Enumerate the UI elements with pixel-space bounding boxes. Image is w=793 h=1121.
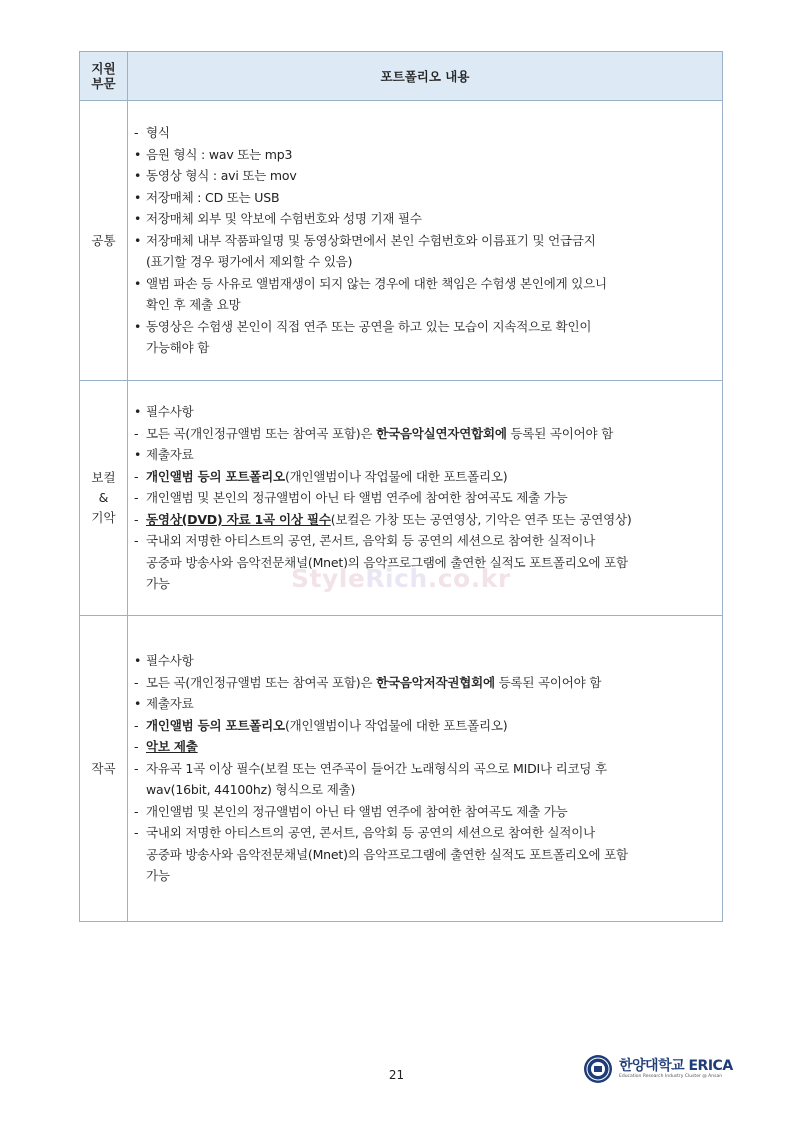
list-item-text: 동영상 형식 : avi 또는 mov (146, 168, 297, 184)
required-heading: 필수사항 (146, 653, 194, 669)
list-item: - 개인앨범 등의 포트폴리오(개인앨범이나 작업물에 대한 포트폴리오) (134, 717, 508, 733)
list-item: • 저장매체 외부 및 악보에 수험번호와 성명 기재 필수 (134, 211, 422, 227)
free-song-text: 자유곡 1곡 이상 필수(보컬 또는 연주곡이 들어간 노래형식의 곡으로 MIDI나 리코딩 후 (146, 760, 607, 776)
list-item: - 형식 (134, 125, 170, 141)
category-vocal-instrumental (80, 381, 128, 616)
university-emblem-icon (583, 1054, 613, 1084)
list-item: • 제출자료 (134, 447, 194, 463)
watermark-part2: Rich (365, 564, 428, 593)
portfolio-title: 개인앨범 등의 포트폴리오 (146, 468, 285, 484)
category-common: 공통 (80, 101, 128, 381)
category-vocal-line2: & (98, 490, 109, 505)
list-item: - 국내외 저명한 아티스트의 공연, 콘서트, 음악회 등 공연의 세션으로 참여한 실적이나 (134, 825, 596, 841)
header-division-line2: 부문 (91, 76, 116, 91)
list-item: - 모든 곡(개인정규앨범 또는 참여곡 포함)은 한국음악실연자연합회에 등록된 곡이어야 함 (134, 425, 614, 441)
portfolio-table (79, 51, 723, 922)
career-text: 공중파 방송사와 음악전문채널(Mnet)의 음악프로그램에 출연한 실적도 포트폴리오에 포함 (146, 554, 628, 570)
list-item: • 음원 형식 : wav 또는 mp3 (134, 146, 293, 162)
list-item-continuation (134, 294, 712, 316)
participation-text: 개인앨범 및 본인의 정규앨범이 아닌 타 앨범 연주에 참여한 참여곡도 제출 가능 (146, 490, 568, 506)
header-division-line1: 지원 (91, 61, 116, 76)
watermark-part1: Style (291, 564, 366, 593)
required-text: 모든 곡(개인정규앨범 또는 참여곡 포함)은 (146, 674, 377, 690)
list-item-text: 저장매체 내부 작품파일명 및 동영상화면에서 본인 수험번호와 이름표기 및 언급금지 (146, 232, 596, 248)
submit-heading: 제출자료 (146, 447, 194, 463)
required-heading: 필수사항 (146, 404, 194, 420)
submit-heading: 제출자료 (146, 696, 194, 712)
list-item-text: 음원 형식 : wav 또는 mp3 (146, 146, 293, 162)
content-composition (128, 616, 723, 922)
career-text: 가능 (146, 576, 170, 592)
required-text: 모든 곡(개인정규앨범 또는 참여곡 포함)은 (146, 425, 377, 441)
free-song-text: wav(16bit, 44100hz) 형식으로 제출) (146, 782, 356, 798)
video-desc: (보컬은 가창 또는 공연영상, 기악은 연주 또는 공연영상) (330, 511, 632, 527)
list-item-text: 앨범 파손 등 사유로 앨범재생이 되지 않는 경우에 대한 책임은 수험생 본인에게 있으니 (146, 275, 607, 291)
content-common (128, 101, 723, 381)
list-item: - 동영상(DVD) 자료 1곡 이상 필수(보컬은 가창 또는 공연영상, 기악은 연주 또는 공연영상) (134, 511, 632, 527)
list-item-text: (표기할 경우 평가에서 제외할 수 있음) (146, 254, 353, 270)
watermark (291, 564, 511, 593)
required-text-end: 등록된 곡이어야 함 (506, 425, 614, 441)
list-item-continuation (134, 844, 712, 866)
category-vocal-line1: 보컬 (91, 470, 116, 485)
list-item: • 동영상은 수험생 본인이 직접 연주 또는 공연을 하고 있는 모습이 지속적으로 확인이 (134, 318, 592, 334)
required-text-end: 등록된 곡이어야 함 (494, 674, 602, 690)
list-item-continuation (134, 251, 712, 273)
list-item-continuation (134, 865, 712, 887)
category-vocal-line3: 기악 (91, 510, 116, 525)
list-item: - 악보 제출 (134, 739, 198, 755)
list-item-continuation (134, 779, 712, 801)
list-item-text: 동영상은 수험생 본인이 직접 연주 또는 공연을 하고 있는 모습이 지속적으로 확인이 (146, 318, 592, 334)
list-item: • 동영상 형식 : avi 또는 mov (134, 168, 297, 184)
row-common (80, 101, 723, 381)
list-item: - 개인앨범 및 본인의 정규앨범이 아닌 타 앨범 연주에 참여한 참여곡도 제출 가능 (134, 803, 568, 819)
category-composition: 작곡 (80, 616, 128, 922)
list-item: - 자유곡 1곡 이상 필수(보컬 또는 연주곡이 들어간 노래형식의 곡으로 MIDI나 리코딩 후 (134, 760, 607, 776)
career-text: 국내외 저명한 아티스트의 공연, 콘서트, 음악회 등 공연의 세션으로 참여한 실적이나 (146, 825, 596, 841)
logo-subtitle: Education Research Industry Cluster @ Ansan (619, 1074, 723, 1079)
portfolio-title: 개인앨범 등의 포트폴리오 (146, 717, 285, 733)
table-header-row (80, 52, 723, 101)
watermark-part3: .co.kr (427, 564, 511, 593)
list-item: - 모든 곡(개인정규앨범 또는 참여곡 포함)은 한국음악저작권협회에 등록된 곡이어야 함 (134, 674, 602, 690)
list-item: - 개인앨범 및 본인의 정규앨범이 아닌 타 앨범 연주에 참여한 참여곡도 제출 가능 (134, 490, 568, 506)
list-item: - 국내외 저명한 아티스트의 공연, 콘서트, 음악회 등 공연의 세션으로 참여한 실적이나 (134, 533, 596, 549)
score-requirement: 악보 제출 (146, 739, 198, 755)
career-text: 공중파 방송사와 음악전문채널(Mnet)의 음악프로그램에 출연한 실적도 포트폴리오에 포함 (146, 846, 628, 862)
portfolio-desc: (개인앨범이나 작업물에 대한 포트폴리오) (284, 468, 508, 484)
list-item-text: 저장매체 : CD 또는 USB (146, 189, 280, 205)
header-division-cell (80, 52, 128, 101)
logo-name: 한양대학교 ERICA (619, 1058, 733, 1074)
header-content-cell: 포트폴리오 내용 (128, 52, 723, 101)
list-item: • 필수사항 (134, 404, 194, 420)
participation-text: 개인앨범 및 본인의 정규앨범이 아닌 타 앨범 연주에 참여한 참여곡도 제출 가능 (146, 803, 568, 819)
list-item: • 저장매체 : CD 또는 USB (134, 189, 280, 205)
list-item-text: 형식 (146, 125, 170, 141)
career-text: 가능 (146, 868, 170, 884)
list-item-text: 확인 후 제출 요망 (146, 297, 241, 313)
page-number: 21 (388, 1068, 405, 1082)
list-item-text: 저장매체 외부 및 악보에 수험번호와 성명 기재 필수 (146, 211, 422, 227)
list-item: • 필수사항 (134, 653, 194, 669)
list-item-continuation (134, 337, 712, 359)
portfolio-desc: (개인앨범이나 작업물에 대한 포트폴리오) (284, 717, 508, 733)
list-item: • 앨범 파손 등 사유로 앨범재생이 되지 않는 경우에 대한 책임은 수험생 본인에게 있으니 (134, 275, 607, 291)
career-text: 국내외 저명한 아티스트의 공연, 콘서트, 음악회 등 공연의 세션으로 참여한 실적이나 (146, 533, 596, 549)
university-logo (583, 1052, 733, 1086)
list-item: • 저장매체 내부 작품파일명 및 동영상화면에서 본인 수험번호와 이름표기 및 언급금지 (134, 232, 596, 248)
list-item: • 제출자료 (134, 696, 194, 712)
list-item: - 개인앨범 등의 포트폴리오(개인앨범이나 작업물에 대한 포트폴리오) (134, 468, 508, 484)
video-requirement: 동영상(DVD) 자료 1곡 이상 필수 (146, 511, 331, 527)
required-organization: 한국음악저작권협회에 (376, 674, 495, 690)
required-organization: 한국음악실연자연합회에 (376, 425, 507, 441)
list-item-text: 가능해야 함 (146, 340, 210, 356)
row-composition (80, 616, 723, 922)
